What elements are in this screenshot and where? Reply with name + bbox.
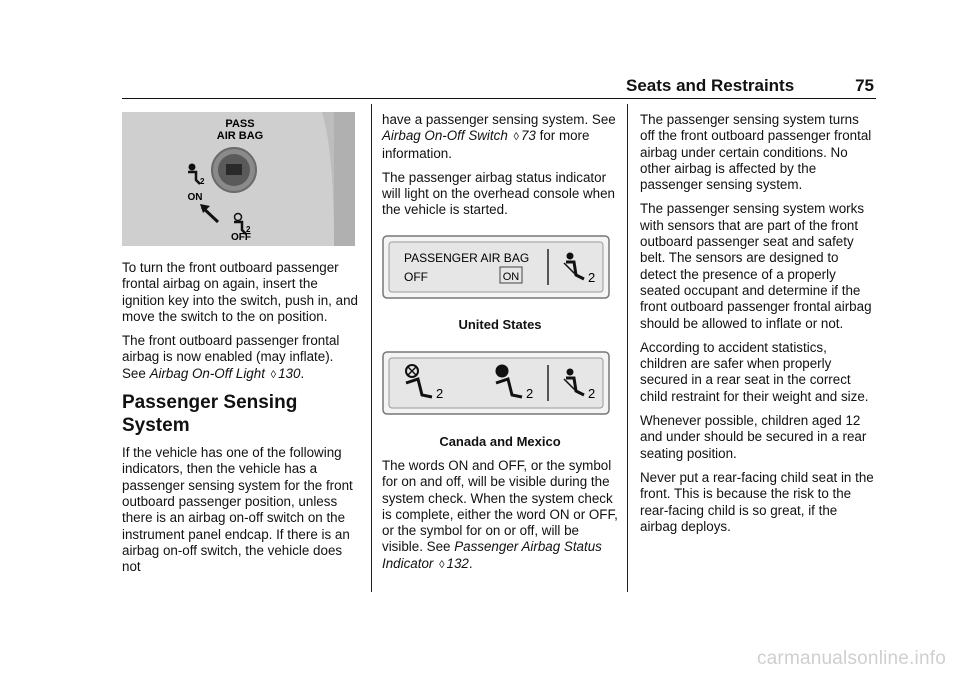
running-header	[626, 76, 874, 96]
column-1	[122, 112, 358, 583]
watermark: carmanualsonline.info	[756, 648, 946, 669]
paragraph-status-indicator: The passenger airbag status indicator will light on the overhead console when the vehicle is started.	[382, 169, 615, 218]
paragraph-switch-ref-end: for more information.	[382, 128, 590, 161]
paragraph-enabled-text: The front outboard passenger frontal airbag is now enabled (may inflate). See	[122, 333, 340, 381]
paragraph-turn-on: To turn the front outboard passenger frontal airbag on again, insert the ignition key into the switch, push in, and move the switch to the on position.	[122, 260, 358, 324]
page-ref-132[interactable]: 132	[446, 555, 469, 571]
paragraph-switch-ref-text: have a passenger sensing system. See	[382, 112, 616, 127]
figure-label-off: OFF	[231, 232, 251, 243]
page-ref-glyph: ◊	[270, 368, 277, 381]
page-ref-glyph: ◊	[513, 131, 519, 144]
us-display-on: ON	[502, 270, 520, 283]
canada-seat-number-1: 2	[436, 386, 444, 402]
airbag-switch-illustration	[122, 112, 355, 246]
canada-indicator-figure	[382, 351, 618, 419]
column-divider-1	[371, 104, 372, 592]
paragraph-system-check-text: The words ON and OFF, or the symbol for on and off, will be visible during the system check. When the system check is complete, either the word ON or OFF, or the symbol for on or off, will be visible. See	[382, 457, 618, 555]
paragraph-system-check	[382, 458, 618, 573]
column-3	[640, 112, 874, 543]
paragraph-sensors: The passenger sensing system works with sensors that are part of the front outboard passenger seat and safety belt. The sensors are designed to detect the presence of a properly seated occupant and determine if the front outboard passenger frontal airbag should be allowed to inflate or not.	[640, 201, 872, 331]
caption-united-states: United States	[458, 317, 542, 333]
section-heading	[122, 391, 358, 437]
heading-line-1: Passenger Sensing	[122, 392, 298, 414]
us-display-off: OFF	[404, 269, 428, 284]
airbag-switch-figure	[122, 112, 355, 246]
column-2	[382, 112, 618, 581]
us-seat-number: 2	[588, 269, 596, 285]
page-ref-glyph: ◊	[439, 558, 445, 571]
page-number: 75	[855, 76, 874, 95]
section-title: Seats and Restraints	[626, 76, 795, 95]
paragraph-enabled-end: .	[300, 365, 305, 381]
us-display-title: PASSENGER AIR BAG	[404, 250, 530, 265]
link-airbag-on-off-light[interactable]: Airbag On-Off Light	[149, 365, 265, 381]
heading-line-2: System	[122, 415, 190, 437]
paragraph-indicators: If the vehicle has one of the following indicators, then the vehicle has a passenger sensing system for the front outboard passenger position, unless there is an airbag on-off switch on the instrument panel endcap. If there is an airbag on-off switch, the vehicle does not	[122, 445, 353, 575]
canada-seat-number-2: 2	[526, 386, 534, 402]
paragraph-children-aged: Whenever possible, children aged 12 and under should be secured in a rear seating position.	[640, 413, 867, 461]
header-rule	[122, 98, 876, 99]
us-indicator-figure	[382, 235, 618, 303]
column-divider-2	[627, 104, 628, 592]
paragraph-enabled	[122, 333, 358, 383]
link-passenger-airbag-status-indicator[interactable]: Passenger Airbag Status Indicator	[382, 539, 602, 571]
on-seat-number: 2	[200, 177, 205, 186]
figure-label-pass: PASS	[225, 118, 255, 130]
paragraph-rear-facing: Never put a rear-facing child seat in the front. This is because the risk to the rear-facing child is so great, if the airbag deploys.	[640, 469, 874, 534]
link-airbag-on-off-switch[interactable]: Airbag On-Off Switch	[382, 128, 508, 144]
paragraph-switch-ref	[382, 112, 618, 162]
page-ref-73[interactable]: 73	[520, 128, 536, 144]
figure-label-airbag: AIR BAG	[216, 130, 264, 142]
figure-label-on: ON	[187, 192, 203, 203]
us-indicator-display	[382, 235, 610, 299]
caption-canada-mexico: Canada and Mexico	[439, 433, 561, 449]
paragraph-statistics: According to accident statistics, children are safer when properly secured in a rear seat in the correct child restraint for their weight and size.	[640, 339, 869, 404]
off-seat-number: 2	[246, 225, 251, 234]
paragraph-turns-off: The passenger sensing system turns off the front outboard passenger frontal airbag under certain conditions. No other airbag is affected by the passenger sensing system.	[640, 112, 872, 193]
canada-indicator-display	[382, 351, 610, 415]
canada-seat-number-3: 2	[588, 386, 596, 402]
paragraph-system-check-end: .	[468, 555, 473, 571]
page-ref-130[interactable]: 130	[278, 365, 301, 381]
